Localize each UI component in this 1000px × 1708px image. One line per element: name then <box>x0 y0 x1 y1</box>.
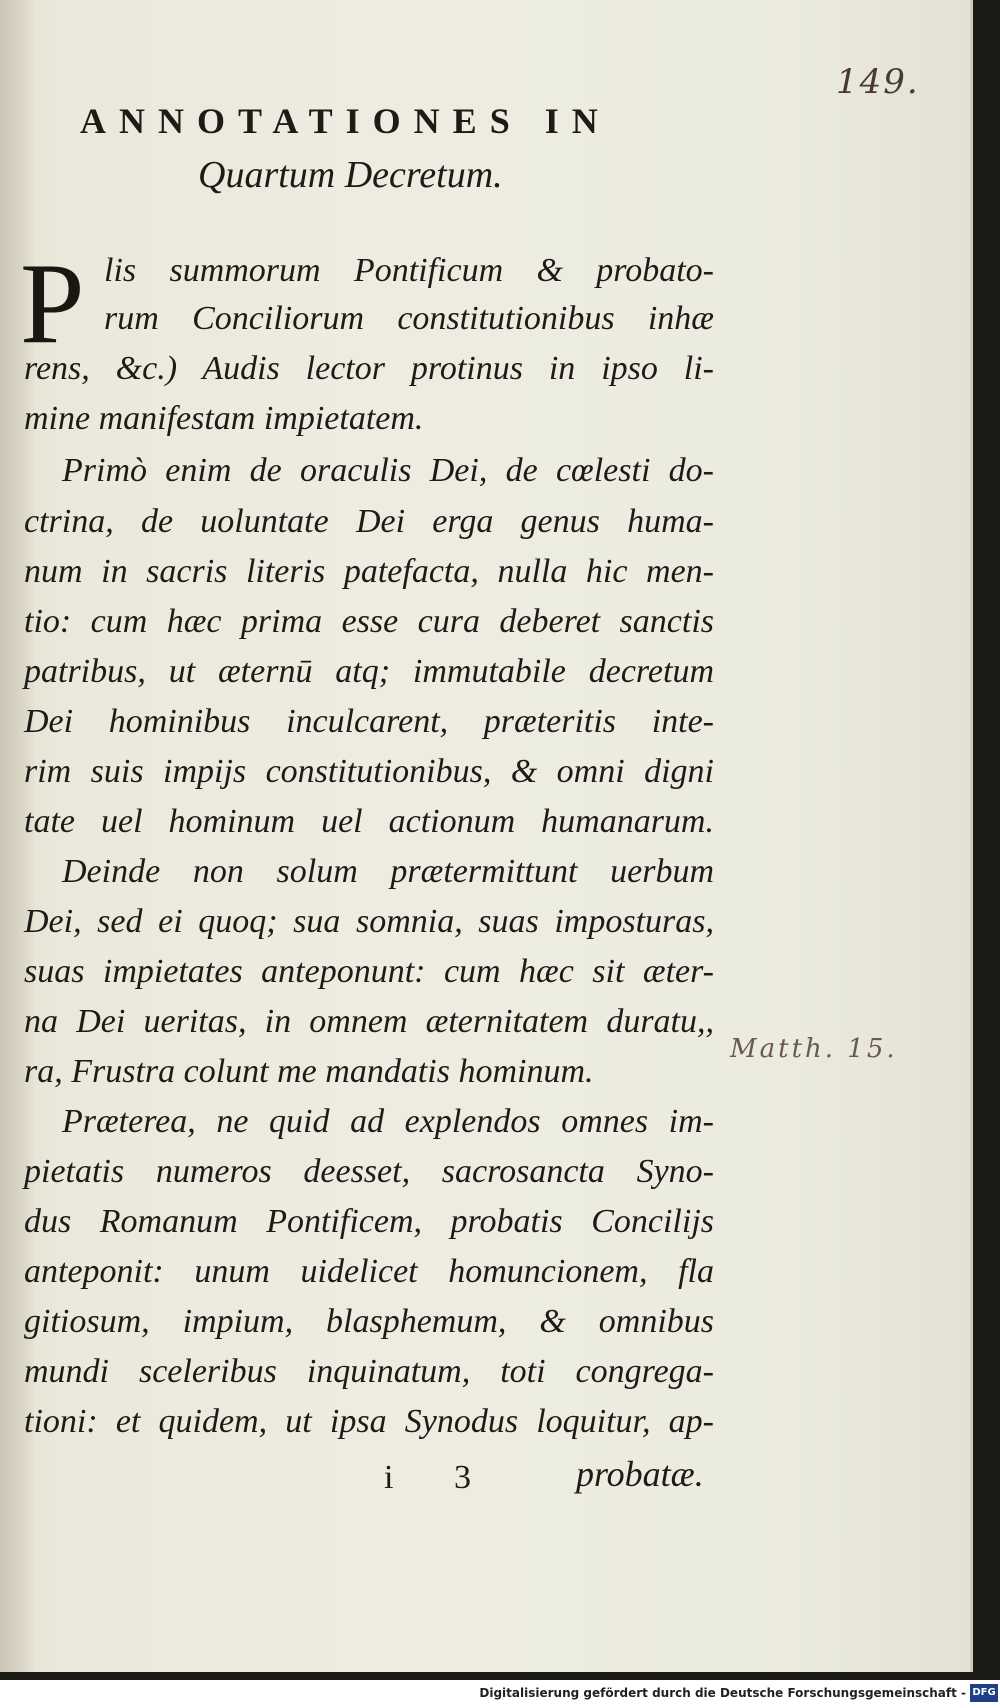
text-line: pietatis numeros deesset, sacrosancta Syno- <box>24 1153 714 1190</box>
text-line: Dei, sed ei quoq; sua somnia, suas imposturas, <box>24 903 714 940</box>
text-line: anteponit: unum uidelicet homuncionem, fla <box>24 1253 714 1290</box>
digitization-footer <box>0 1680 1000 1708</box>
text-line: Deinde non solum prætermittunt uerbum <box>62 853 714 890</box>
text-line: gitiosum, impium, blasphemum, & omnibus <box>24 1303 714 1340</box>
text-line: Primò enim de oraculis Dei, de cœlesti do- <box>62 452 714 489</box>
signature-letter: i <box>384 1459 394 1496</box>
text-line: tioni: et quidem, ut ipsa Synodus loquitur, ap- <box>24 1403 714 1440</box>
text-line: lis summorum Pontificum & probato- <box>104 252 714 289</box>
text-line: dus Romanum Pontificem, probatis Concilijs <box>24 1203 714 1240</box>
heading-line-1: ANNOTATIONES IN <box>80 101 611 141</box>
text-line: mundi sceleribus inquinatum, toti congrega- <box>24 1353 714 1390</box>
text-line: rim suis impijs constitutionibus, & omni digni <box>24 753 714 790</box>
text-line: mine manifestam impietatem. <box>24 400 424 437</box>
text-line: Dei hominibus inculcarent, præteritis inte- <box>24 703 714 740</box>
footer-credit: Digitalisierung gefördert durch die Deutsche Forschungsgemeinschaft - <box>479 1686 966 1700</box>
text-line: ra, Frustra colunt me mandatis hominum. <box>24 1053 594 1090</box>
heading-line-2: Quartum Decretum. <box>198 154 503 196</box>
dfg-logo: DFG <box>970 1684 998 1702</box>
text-line: rens, &c.) Audis lector protinus in ipso li- <box>24 350 714 387</box>
text-line: rum Conciliorum constitutionibus inhæ <box>104 300 714 337</box>
text-line: na Dei ueritas, in omnem æternitatem duratu,, <box>24 1003 714 1040</box>
marginal-annotation: Matth. 15. <box>730 1034 898 1064</box>
text-line: num in sacris literis patefacta, nulla hic men- <box>24 553 714 590</box>
signature-number: 3 <box>454 1459 471 1496</box>
folio-number: 149. <box>836 62 920 102</box>
text-line: ctrina, de uoluntate Dei erga genus huma- <box>24 503 714 540</box>
text-line: Præterea, ne quid ad explendos omnes im- <box>62 1103 714 1140</box>
text-line: patribus, ut æternū atq; immutabile decretum <box>24 653 714 690</box>
text-line: tate uel hominum uel actionum humanarum. <box>24 803 714 840</box>
text-line: tio: cum hæc prima esse cura deberet sanctis <box>24 603 714 640</box>
catchword: probatæ. <box>576 1454 704 1494</box>
drop-capital: P <box>20 240 85 368</box>
text-line: suas impietates anteponunt: cum hæc sit æter- <box>24 953 714 990</box>
